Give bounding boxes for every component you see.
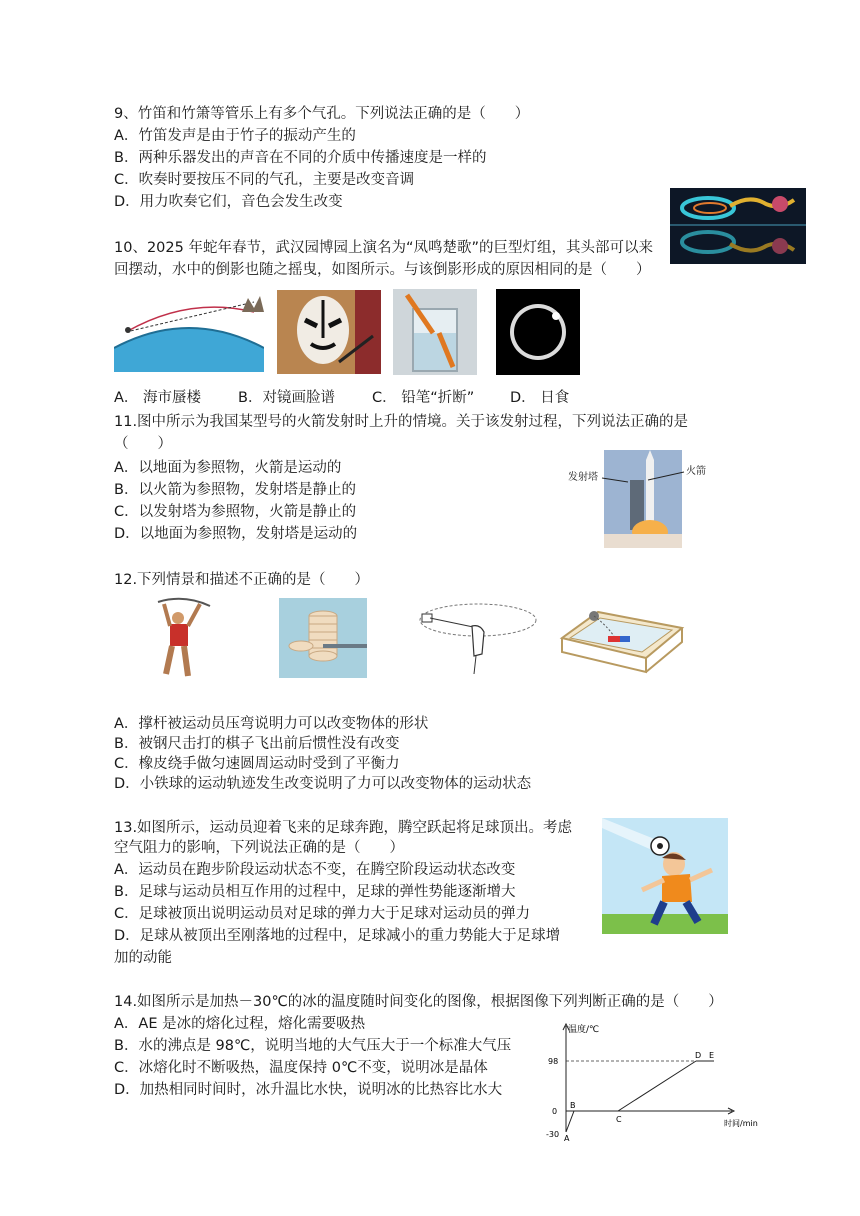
- q13-stem-line2: 空气阻力的影响，下列说法正确的是（ ）: [114, 840, 404, 856]
- q11-option-d: D．以地面为参照物，发射塔是运动的: [114, 526, 358, 542]
- q14-option-d: D．加热相同时间时，冰升温比水快，说明冰的比热容比水大: [114, 1082, 503, 1098]
- solar-eclipse-photo: [496, 289, 580, 375]
- q9-option-c: C．吹奏时要按压不同的气孔，主要是改变音调: [114, 172, 415, 188]
- eraser-circular-motion-picture: [416, 598, 540, 676]
- q12-option-b: B．被钢尺击打的棋子飞出前后惯性没有改变: [114, 736, 400, 752]
- q10-option-d: D． 日食: [510, 390, 570, 406]
- graph-segment-cd: [618, 1061, 696, 1111]
- q14-option-b: B．水的沸点是 98℃，说明当地的大气压大于一个标准大气压: [114, 1038, 512, 1054]
- graph-tick-0: 0: [552, 1107, 558, 1116]
- q10-option-a: A． 海市蜃楼: [114, 390, 202, 406]
- graph-point-b: B: [570, 1101, 576, 1110]
- graph-point-e: E: [709, 1051, 715, 1060]
- q12-option-a: A．撑杆被运动员压弯说明力可以改变物体的形状: [114, 716, 429, 732]
- q13-option-b: B．足球与运动员相互作用的过程中，足球的弹性势能逐渐增大: [114, 884, 516, 900]
- q13-stem-line1: 13.如图所示，运动员迎着飞来的足球奔跑，腾空跃起将足球顶出。考虑: [114, 820, 573, 836]
- q10-stem-line1: 10、2025 年蛇年春节，武汉园博园上演名为“凤鸣楚歌”的巨型灯组，其头部可以来: [114, 240, 653, 256]
- rocket-pointer-lines: [600, 466, 690, 486]
- graph-segment-ab: [566, 1111, 574, 1132]
- q14-stem: 14.如图所示是加热－30℃的冰的温度随时间变化的图像，根据图像下列判断正确的是（ ）: [114, 994, 723, 1010]
- q10-option-c: C． 铅笔“折断”: [372, 390, 475, 406]
- pole-vault-picture: [154, 596, 214, 680]
- graph-point-d: D: [695, 1051, 702, 1060]
- graph-y-label: 温度/℃: [568, 1025, 600, 1035]
- q12-stem: 12.下列情景和描述不正确的是（ ）: [114, 572, 370, 588]
- iron-ball-magnet-picture: [558, 598, 686, 678]
- q9-option-b: B．两种乐器发出的声音在不同的介质中传播速度是一样的: [114, 150, 487, 166]
- stacked-checkers-picture: [279, 598, 367, 678]
- q12-option-c: C．橡皮绕手做匀速圆周运动时受到了平衡力: [114, 756, 400, 772]
- q9-stem: 9、竹笛和竹箫等管乐上有多个气孔。下列说法正确的是（ ）: [114, 106, 530, 122]
- q11-stem-line1: 11.图中所示为我国某型号的火箭发射时上升的情境。关于该发射过程，下列说法正确的是: [114, 414, 689, 430]
- q13-option-c: C．足球被顶出说明运动员对足球的弹力大于足球对运动员的弹力: [114, 906, 531, 922]
- q11-option-b: B．以火箭为参照物，发射塔是静止的: [114, 482, 356, 498]
- graph-point-c: C: [616, 1115, 622, 1124]
- face-painting-photo: [277, 290, 381, 374]
- q13-option-a: A．运动员在跑步阶段运动状态不变，在腾空阶段运动状态改变: [114, 862, 516, 878]
- rocket-launch-photo: [604, 450, 682, 548]
- q14-option-c: C．冰熔化时不断吸热，温度保持 0℃不变，说明冰是晶体: [114, 1060, 488, 1076]
- soccer-header-picture: [602, 818, 728, 934]
- lantern-dragon-photo: [670, 188, 806, 264]
- rocket-label: 火箭: [686, 466, 706, 477]
- q10-option-b: B．对镜画脸谱: [238, 390, 335, 406]
- q9-option-a: A．竹笛发声是由于竹子的振动产生的: [114, 128, 356, 144]
- graph-tick-98: 98: [548, 1057, 559, 1066]
- graph-point-a: A: [564, 1134, 570, 1143]
- q11-stem-line2: （ ）: [114, 436, 172, 452]
- mirage-diagram: [114, 288, 264, 372]
- q13-option-d-continued: 加的动能: [114, 950, 172, 966]
- q13-option-d: D．足球从被顶出至刚落地的过程中，足球减小的重力势能大于足球增: [114, 928, 561, 944]
- q9-option-d: D．用力吹奏它们，音色会发生改变: [114, 194, 343, 210]
- q10-stem-line2: 回摆动，水中的倒影也随之摇曳，如图所示。与该倒影形成的原因相同的是（ ）: [114, 262, 651, 278]
- q11-option-a: A．以地面为参照物，火箭是运动的: [114, 460, 342, 476]
- q12-option-d: D．小铁球的运动轨迹发生改变说明了力可以改变物体的运动状态: [114, 776, 532, 792]
- graph-x-label: 时间/min: [724, 1119, 758, 1128]
- graph-tick-neg30: -30: [546, 1130, 560, 1139]
- launch-tower-label: 发射塔: [568, 472, 598, 483]
- q11-option-c: C．以发射塔为参照物，火箭是静止的: [114, 504, 357, 520]
- temperature-time-graph: [538, 1020, 760, 1144]
- q14-option-a: A．AE 是冰的熔化过程，熔化需要吸热: [114, 1016, 366, 1032]
- pencil-in-glass-photo: [393, 289, 477, 375]
